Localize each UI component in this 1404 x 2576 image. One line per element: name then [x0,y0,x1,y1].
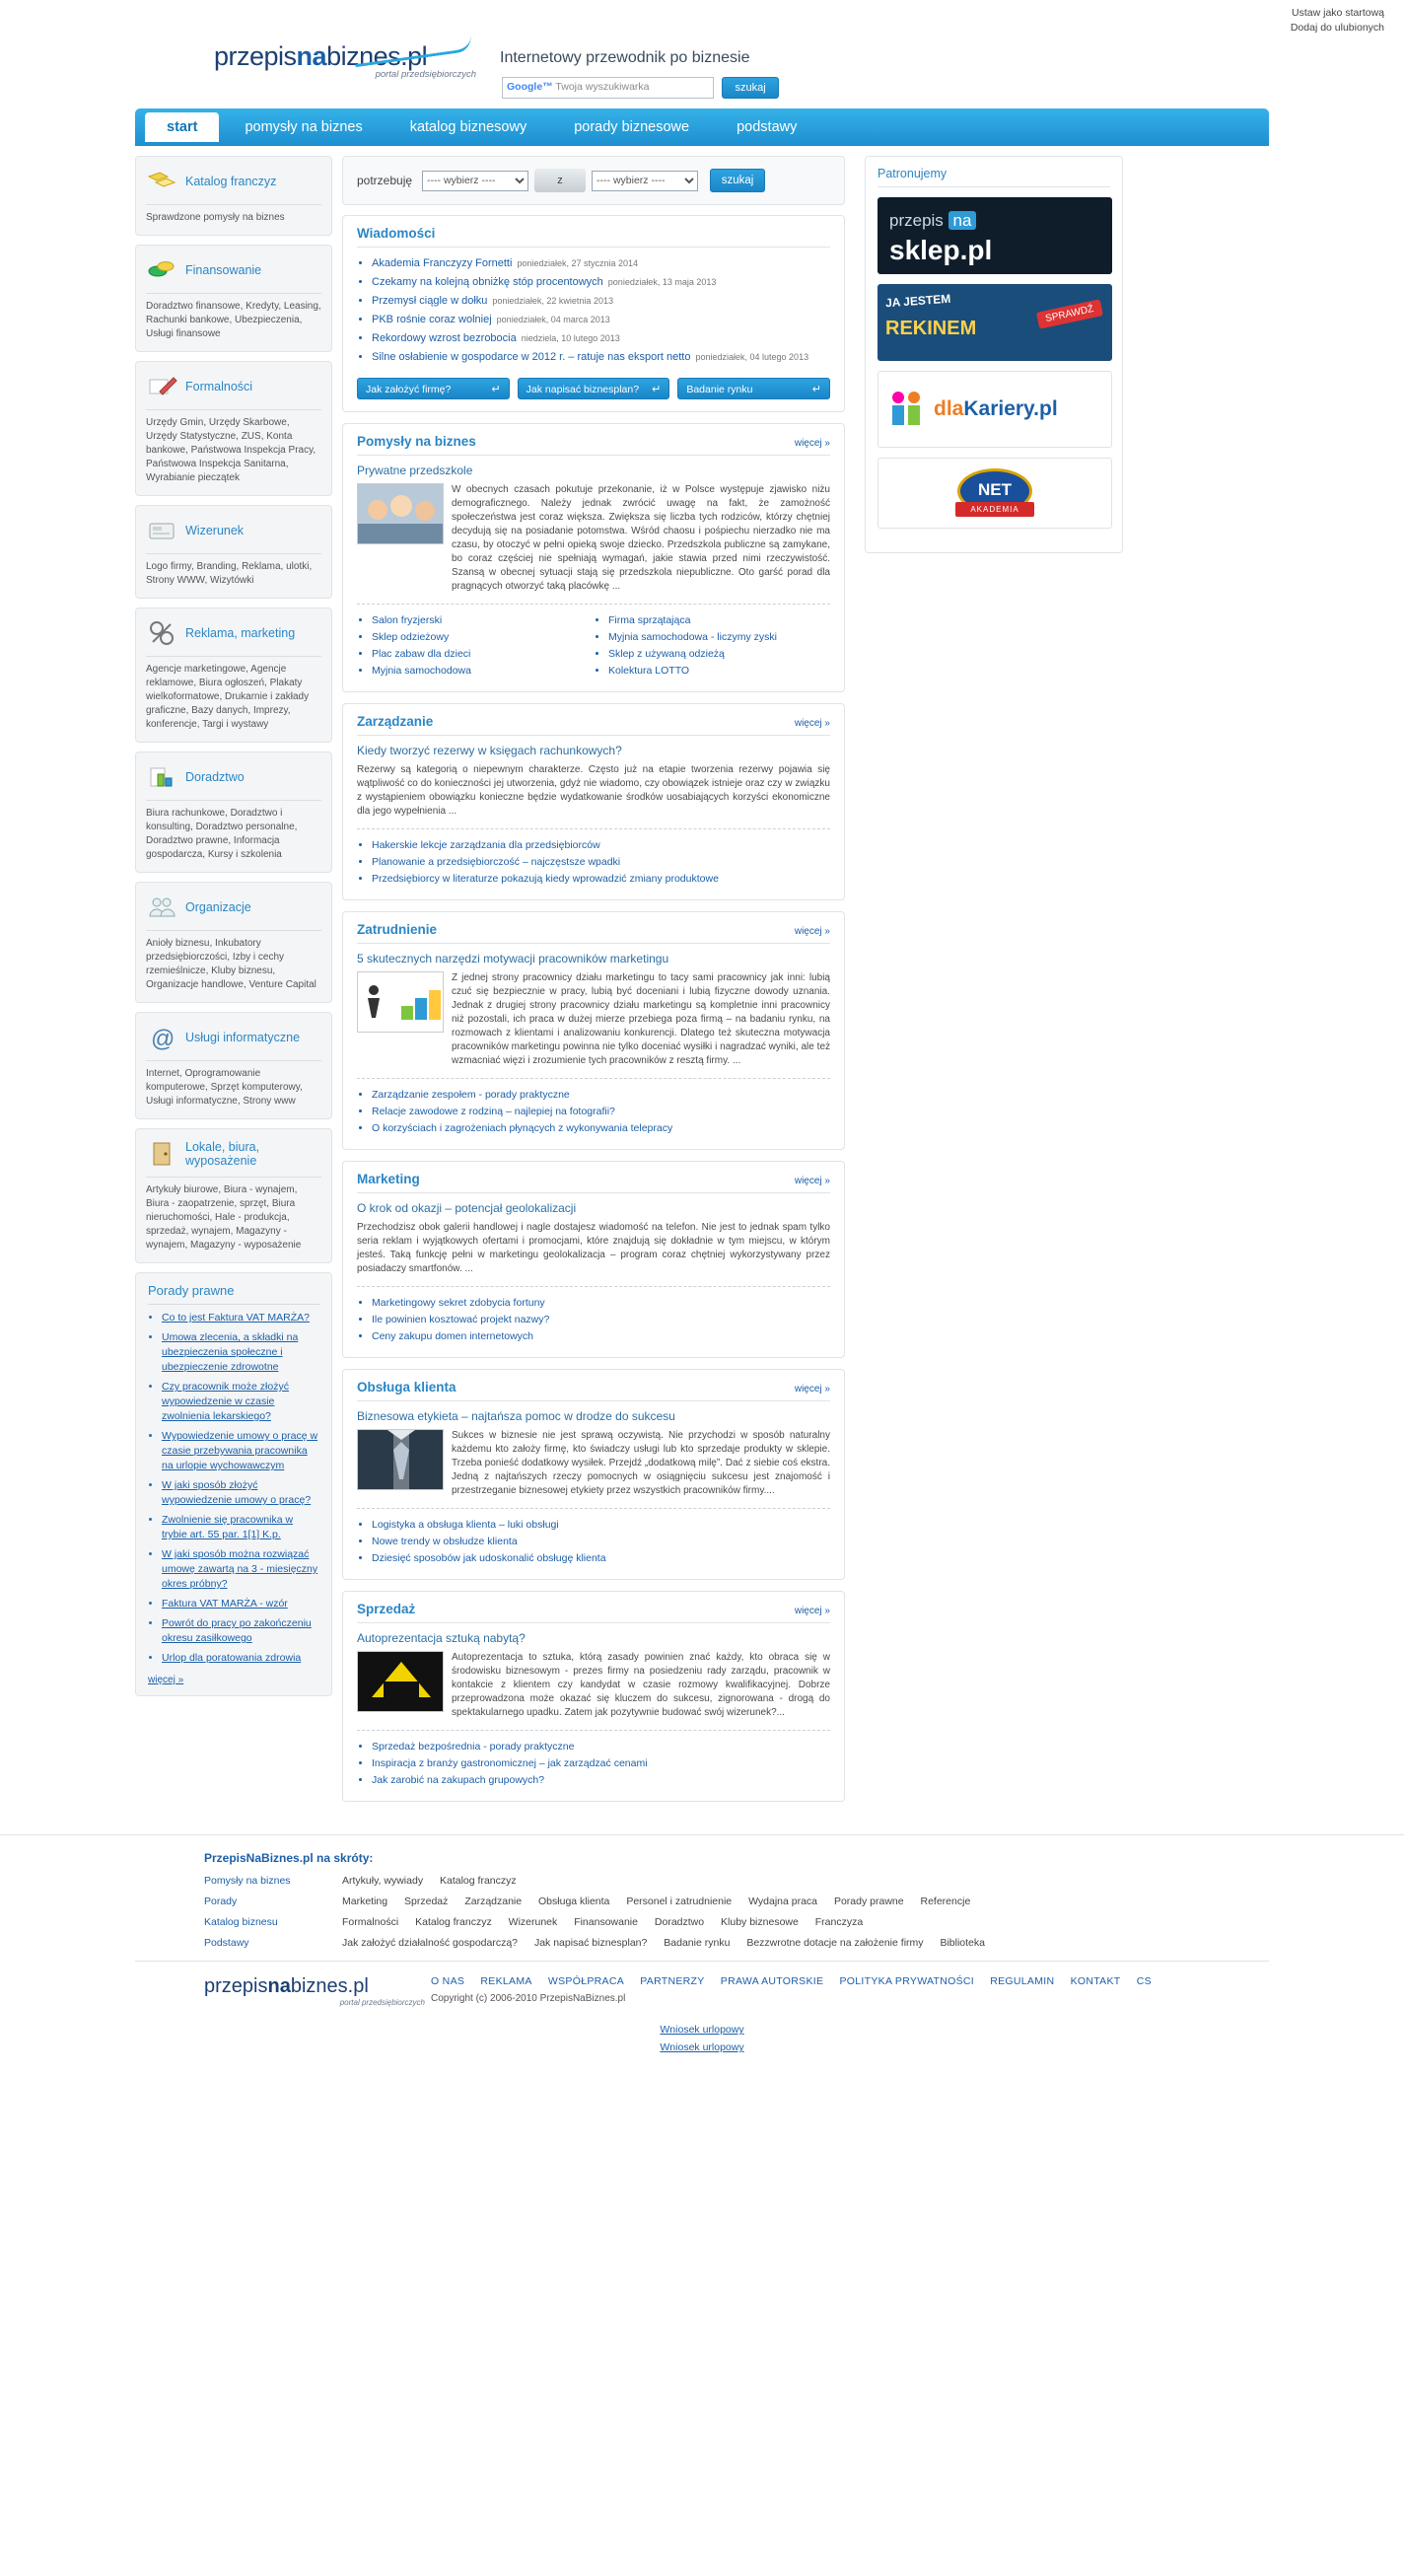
nav-item-pomysly[interactable]: pomysły na biznes [245,119,363,135]
door-icon [146,1139,179,1169]
sidebar-category-doradztwo[interactable] [135,751,332,873]
footer-link-kontakt[interactable]: KONTAKT [1070,1975,1121,1987]
section-more-link[interactable]: więcej » [794,926,830,937]
folders-icon [146,167,179,196]
section-more-link[interactable]: więcej » [794,1176,830,1186]
footer-links [342,1875,530,1887]
list-item[interactable]: • Sklep odzieżowy [372,629,594,646]
wniosek-urlopowy-link-2[interactable]: Wniosek urlopowy [660,2041,744,2053]
news-date: poniedziałek, 04 lutego 2013 [695,352,809,362]
section-zarzadzanie [342,703,845,900]
footer-link[interactable]: Finansowanie [574,1916,638,1928]
section-sprzedaz [342,1591,845,1802]
footer-link[interactable]: Biblioteka [940,1937,985,1949]
divider [146,409,321,410]
divider [146,553,321,554]
google-brand-label: Google™ [507,81,553,93]
arrow-icon: ↵ [811,384,822,395]
banner-net-akademia[interactable] [878,458,1112,529]
sidebar-category-desc: Internet, Oprogramowanie komputerowe, Sprzęt komputerowy, Usługi informatyczne, Strony www [146,1068,303,1107]
news-date: poniedziałek, 13 maja 2013 [607,277,717,287]
footer-row-podstawy [204,1937,1269,1949]
list-item[interactable]: • Dziesięć sposobów jak udoskonalić obsługę klienta [372,1550,830,1567]
main-navigation [135,108,1269,146]
divider [148,1304,319,1305]
news-date: poniedziałek, 04 marca 2013 [496,315,610,324]
need-search-button[interactable]: szukaj [710,169,765,192]
banner-dlakariery[interactable] [878,371,1112,448]
sidebar-category-formalnosci[interactable] [135,361,332,496]
banner-ribbon: AKADEMIA [955,502,1034,517]
section-title: Zarządzanie [357,714,434,729]
footer-link[interactable]: Obsługa klienta [538,1896,610,1907]
news-list [357,255,830,366]
advice-icon [146,762,179,792]
footer-link[interactable]: Jak napisać biznesplan? [533,1937,648,1949]
article-title[interactable]: Kiedy tworzyć rezerwy w księgach rachunkowych? [357,744,622,757]
list-item[interactable]: • W jaki sposób złożyć wypowiedzenie umowy o pracę? [162,1478,319,1508]
divider [146,293,321,294]
sidebar-category-uslugi-informatyczne[interactable] [135,1012,332,1119]
sidebar-category-reklama[interactable] [135,608,332,743]
section-links [357,1517,830,1567]
article-title[interactable]: Prywatne przedszkole [357,464,473,477]
list-item[interactable]: • Inspiracja z branży gastronomicznej – jak zarządzać cenami [372,1755,830,1772]
site-header [135,39,1269,101]
section-obsluga-klienta [342,1369,845,1580]
section-pomysly-na-biznes [342,423,845,692]
divider [357,1730,830,1731]
footer-logo[interactable] [204,1975,431,2007]
top-utility-bar [0,0,1404,39]
list-item[interactable]: • O korzyściach i zagrożeniach płynących z wykonywania telepracy [372,1120,830,1137]
list-item[interactable]: • Firma sprzątająca [608,612,830,629]
divider [357,1400,830,1401]
article-thumbnail-tie[interactable] [357,1429,444,1490]
pen-icon [146,372,179,401]
people-icon [146,893,179,922]
legal-advice-title: Porady prawne [148,1283,235,1298]
banner-stamp: SPRAWDŹ [1036,299,1103,328]
article-thumbnail-chart-people[interactable] [357,971,444,1033]
banner-rekiny-biznesu[interactable] [878,284,1112,361]
section-more-link[interactable]: więcej » [794,718,830,729]
footer-link[interactable]: Kluby biznesowe [721,1916,799,1928]
nav-item-katalog[interactable]: katalog biznesowy [409,119,527,135]
divider [357,1286,830,1287]
news-date: niedziela, 10 lutego 2013 [521,333,620,343]
divider [146,656,321,657]
footer-link[interactable]: Doradztwo [654,1916,705,1928]
quicklink-label: Badanie rynku [686,384,753,395]
links-left [357,612,594,680]
footer-link-regulamin[interactable]: REGULAMIN [990,1975,1055,1987]
sidebar-category-title: Finansowanie [185,263,262,277]
quicklink-badanie-rynku[interactable] [677,378,830,399]
divider [878,186,1110,187]
footer-logo-text [204,1975,431,1998]
nav-item-start[interactable]: start [145,112,219,142]
footer-category[interactable]: Katalog biznesu [204,1916,278,1928]
site-logo[interactable] [214,41,480,80]
footer-title: PrzepisNaBiznes.pl na skróty: [204,1851,374,1865]
list-item[interactable]: • Urlop dla poratowania zdrowia [162,1651,319,1666]
patrons-title: Patronujemy [878,167,948,180]
footer-logo-part-1: przepis [204,1975,268,1997]
footer-link[interactable]: Porady prawne [833,1896,904,1907]
divider [146,1177,321,1178]
arrow-icon: ↵ [491,384,501,395]
sidebar-category-katalog-franczyz[interactable] [135,156,332,236]
footer-category[interactable]: Podstawy [204,1937,249,1949]
people-icon [888,388,928,431]
divider [357,1508,830,1509]
list-item[interactable]: • Salon fryzjerski [372,612,594,629]
copyright-text: Copyright (c) 2006-2010 PrzepisNaBiznes.pl [431,1993,626,2004]
banner-line-2: sklep.pl [889,235,993,265]
sidebar-category-title: Organizacje [185,900,251,914]
news-item[interactable]: • Czekamy na kolejną obniżkę stóp procentowych poniedziałek, 13 maja 2013 [372,274,830,291]
list-item[interactable]: • Ile powinien kosztować projekt nazwy? [372,1312,830,1328]
site-footer [135,1835,1269,2086]
sidebar-category-desc: Logo firmy, Branding, Reklama, ulotki, Strony WWW, Wizytówki [146,561,313,586]
sidebar-category-desc: Urzędy Gmin, Urzędy Skarbowe, Urzędy Statystyczne, ZUS, Konta bankowe, Państwowa Inspekcja Pracy, Państwowa Inspekcja Sanitarna, Wyrabianie pieczątek [146,417,316,483]
banner-text: dlaKariery.pl [934,397,1058,420]
footer-links [342,1896,984,1907]
list-item[interactable]: • Przedsiębiorcy w literaturze pokazują kiedy wprowadzić zmiany produktowe [372,871,830,888]
logo-part-1: przepis [214,41,297,71]
footer-links [342,1916,877,1928]
section-more-link[interactable]: więcej » [794,1384,830,1395]
list-item[interactable]: • Zarządzanie zespołem - porady praktyczne [372,1087,830,1104]
article-excerpt: Rezerwy są kategorią o niepewnym charakterze. Często już na etapie tworzenia rezerwy pojawia się wątpliwość co do konieczności jej utworzenia, gdyż nie wiadomo, czy obowiązek istnieje oraz czy w związku z wystąpieniem obowiązku konieczne będzie wydatkowanie środków uosabiających korzyści ekonomiczne dla jego wypełnienia ... [357,764,830,817]
divider [357,828,830,829]
from-label: z [534,169,586,192]
divider [357,1192,830,1193]
nav-item-podstawy[interactable]: podstawy [737,119,798,135]
list-item[interactable]: • Sprzedaż bezpośrednia - porady praktyczne [372,1739,830,1755]
article-title[interactable]: Autoprezentacja sztuką nabytą? [357,1631,526,1645]
footer-link[interactable]: Referencje [920,1896,971,1907]
footer-link-wspolpraca[interactable]: WSPÓŁPRACA [547,1975,625,1987]
need-location-select[interactable] [592,171,698,191]
divider [357,1078,830,1079]
search-placeholder: Twoja wyszukiwarka [555,81,650,93]
section-marketing [342,1161,845,1358]
sidebar-category-title: Katalog franczyz [185,175,277,188]
need-search-panel [342,156,845,205]
section-links [357,1087,830,1137]
page-content [135,156,1269,1813]
footer-logo-part-2: na [267,1975,291,1997]
list-item[interactable]: • Logistyka a obsługa klienta – luki obsługi [372,1517,830,1534]
sidebar-category-organizacje[interactable] [135,882,332,1003]
google-search-form [502,77,779,99]
svg-text:@: @ [151,1026,176,1052]
sidebar-category-desc: Biura rachunkowe, Doradztwo i konsulting, Doradztwo personalne, Doradztwo prawne, Informacja gospodarcza, Kursy i szkolenia [146,808,298,860]
section-links [357,1739,830,1789]
set-as-homepage-link[interactable]: Ustaw jako startową [1292,7,1384,19]
section-more-link[interactable]: więcej » [794,438,830,449]
nav-item-porady[interactable]: porady biznesowe [574,119,690,135]
list-item[interactable]: • Sklep z używaną odzieżą [608,646,830,663]
site-tagline: Internetowy przewodnik po biznesie [500,49,750,66]
news-date: poniedziałek, 22 kwietnia 2013 [492,296,613,306]
divider [357,455,830,456]
footer-link[interactable]: Bezzwrotne dotacje na założenie firmy [746,1937,924,1949]
banner-line-1: JA JESTEM [884,291,951,311]
section-zatrudnienie [342,911,845,1150]
news-item[interactable]: • Przemysł ciągle w dołku poniedziałek, 22 kwietnia 2013 [372,293,830,310]
section-more-link[interactable]: więcej » [794,1606,830,1616]
divider [357,604,830,605]
left-sidebar [135,156,332,1706]
divider [357,1622,830,1623]
sidebar-category-title: Usługi informatyczne [185,1031,301,1044]
banner-przepis-na-sklep[interactable] [878,197,1112,274]
news-item[interactable]: • Rekordowy wzrost bezrobocia niedziela, 10 lutego 2013 [372,330,830,347]
article-title[interactable]: Biznesowa etykieta – najtańsza pomoc w drodze do sukcesu [357,1409,675,1423]
news-title: Wiadomości [357,226,436,241]
list-item[interactable]: • Hakerskie lekcje zarządzania dla przedsiębiorców [372,837,830,854]
legal-advice-list [148,1311,319,1666]
divider [357,943,830,944]
list-item[interactable]: • Planowanie a przedsiębiorczość – najczęstsze wpadki [372,854,830,871]
footer-row-katalog [204,1916,1269,1928]
footer-category[interactable]: Pomysły na biznes [204,1875,291,1887]
footer-link[interactable]: Franczyza [814,1916,864,1928]
banner-text: NET [978,480,1012,499]
banner-word-na: na [948,211,977,230]
footer-link[interactable]: Katalog franczyz [415,1916,492,1928]
sidebar-category-desc: Artykuły biurowe, Biura - wynajem, Biura - zaopatrzenie, sprzęt, Biura nieruchomości, Hale - produkcja, sprzedaż, wynajem, Magazyny - wynajem, Magazyny - wyposażenie [146,1184,302,1251]
article-excerpt: Przechodzisz obok galerii handlowej i nagle dostajesz wiadomość na telefon. Nie jest to jednak spam tylko seria reklam i wyjątkowych ofertami i promocjami, które znajdują się dokładnie w tym miejscu, w którym jesteś. Taką funkcję pełni w marketingu geolokalizacja – program coraz chętniej wykorzystywany przez posiadaczy smartfonów. ... [357,1222,830,1274]
article-thumbnail-yellow[interactable] [357,1651,444,1712]
logo-subtitle: portal przedsiębiorczych [375,69,476,80]
news-item[interactable]: • Silne osłabienie w gospodarce w 2012 r. – ratuje nas eksport netto poniedziałek, 04 lutego 2013 [372,349,830,366]
card-icon [146,516,179,545]
list-item[interactable]: • Myjnia samochodowa - liczymy zyski [608,629,830,646]
divider [146,800,321,801]
footer-link[interactable]: Formalności [342,1916,399,1928]
list-item[interactable]: • Kolektura LOTTO [608,663,830,680]
main-column [342,156,845,1813]
list-item[interactable]: • Powrót do pracy po zakończeniu okresu zasiłkowego [162,1616,319,1646]
footer-link[interactable]: Wizerunek [508,1916,558,1928]
news-item[interactable]: • Akademia Franczyzy Fornetti poniedziałek, 27 stycznia 2014 [372,255,830,272]
footer-link-prawa-autorskie[interactable]: PRAWA AUTORSKIE [720,1975,824,1987]
wniosek-urlopowy-link-1[interactable]: Wniosek urlopowy [660,2024,744,2036]
footer-wrapper [0,1834,1404,2086]
footer-link[interactable]: Badanie rynku [664,1937,731,1949]
footer-link[interactable]: Zarządzanie [464,1896,523,1907]
logo-part-3: biznes.pl [326,41,428,71]
footer-extra-links [135,2007,1269,2076]
need-label: potrzebuję [357,174,413,187]
list-item[interactable]: • Faktura VAT MARŻA - wzór [162,1597,319,1611]
footer-logo-part-3: biznes.pl [290,1975,369,1997]
footer-link-reklama[interactable]: REKLAMA [480,1975,532,1987]
footer-row-porady [204,1896,1269,1907]
footer-link[interactable]: Jak założyć działalność gospodarczą? [342,1937,519,1949]
article-thumbnail-kids[interactable] [357,483,444,544]
divider [357,735,830,736]
footer-category[interactable]: Porady [204,1896,238,1907]
legal-advice-box [135,1272,332,1696]
links-right [594,612,830,680]
coins-icon [146,255,179,285]
logo-part-2: na [296,41,327,71]
add-to-favourites-link[interactable]: Dodaj do ulubionych [1290,22,1384,34]
divider [146,930,321,931]
sidebar-category-desc: Doradztwo finansowe, Kredyty, Leasing, Rachunki bankowe, Ubezpieczenia, Usługi finansowe [146,301,321,339]
right-sidebar [865,156,1123,553]
footer-link[interactable]: Wydajna praca [748,1896,818,1907]
patrons-box [865,156,1123,553]
list-item[interactable]: • W jaki sposób można rozwiązać umowę zawartą na 3 - miesięczny okres próbny? [162,1547,319,1592]
list-item[interactable]: • Umowa zlecenia, a składki na ubezpieczenia społeczne i ubezpieczenie zdrowotne [162,1330,319,1375]
sidebar-category-title: Wizerunek [185,524,245,537]
section-title: Zatrudnienie [357,922,438,937]
news-section [342,215,845,412]
section-links [357,837,830,888]
footer-link-o-nas[interactable]: O NAS [431,1975,465,1987]
news-quicklinks [357,378,830,399]
list-item[interactable]: • Relacje zawodowe z rodziną – najlepiej na fotografii? [372,1104,830,1120]
section-title: Obsługa klienta [357,1380,456,1395]
list-item[interactable]: • Czy pracownik może złożyć wypowiedzenie w czasie zwolnienia lekarskiego? [162,1380,319,1424]
quicklink-label: Jak napisać biznesplan? [526,384,640,395]
banner-line-1 [889,211,976,231]
section-title: Sprzedaż [357,1602,416,1616]
section-title: Marketing [357,1172,420,1186]
section-links [357,1295,830,1345]
divider [146,1060,321,1061]
footer-meta [431,1975,1164,2004]
list-item[interactable]: • Myjnia samochodowa [372,663,594,680]
article-excerpt: Sukces w biznesie nie jest sprawą oczywistą. Nie przychodzi w sposób naturalny każdemu kto założy firmę, kto świadczy usługi lub kto sprzedaje produkty w sklepie. Trzeba ponieść dodatkowy wysiłek. Przejdź „dodatkową milę”. Dać z siebie coś ekstra. Jedną z najtańszych rzeczy pomocnych w osiągnięciu sukcesu jest znajomość i przestrzeganie biznesowej etykiety przez wszystkich pracowników firmy.... [452,1430,830,1496]
legal-advice-more-link[interactable]: więcej » [148,1675,184,1685]
footer-link-polityka-prywatnosci[interactable]: POLITYKA PRYWATNOŚCI [839,1975,975,1987]
list-item[interactable]: • Plac zabaw dla dzieci [372,646,594,663]
sidebar-category-title: Reklama, marketing [185,626,296,640]
banner-word-przepis: przepis [889,211,944,230]
section-links [357,612,830,680]
sidebar-category-desc: Sprawdzone pomysły na biznes [146,212,285,223]
sidebar-category-desc: Anioły biznesu, Inkubatory przedsiębiorczości, Izby i cechy rzemieślnicze, Kluby biznesu, Organizacje handlowe, Venture Capital [146,938,316,990]
sidebar-category-title: Lokale, biura, wyposażenie [185,1140,260,1168]
list-item[interactable]: • Ceny zakupu domen internetowych [372,1328,830,1345]
footer-link[interactable]: Sprzedaż [404,1896,449,1907]
footer-row-pomysly [204,1875,1269,1887]
search-button[interactable]: szukaj [722,77,779,99]
sidebar-category-title: Formalności [185,380,253,394]
sidebar-category-wizerunek[interactable] [135,505,332,599]
article-excerpt: Autoprezentacja to sztuka, którą zasady powinien znać każdy, kto obraca się w środowisku biznesowym - prezes firmy na posiedzeniu rady zarządu, pracownik w kontakcie z klientem czy kandydat w czasie rozmowy kwalifikacyjnej. Dobrze przeprowadzona może okazać się kluczem do sukcesu, zignorowana - drogą do spektakularnego upadku. Zatem jak pozytywnie budować swój wizerunek?... [452,1652,830,1718]
quicklink-jak-napisac-biznesplan[interactable] [518,378,670,399]
footer-meta-links [431,1975,1164,1987]
divider [357,247,830,248]
list-item[interactable]: • Marketingowy sekret zdobycia fortuny [372,1295,830,1312]
list-item[interactable]: • Nowe trendy w obsłudze klienta [372,1534,830,1550]
list-item[interactable]: • Co to jest Faktura VAT MARŻA? [162,1311,319,1325]
sidebar-category-title: Doradztwo [185,770,245,784]
footer-link[interactable]: Katalog franczyz [440,1875,517,1887]
article-title[interactable]: 5 skutecznych narzędzi motywacji pracowników marketingu [357,952,669,966]
utility-links [1291,6,1384,36]
need-category-select[interactable] [422,171,528,191]
sidebar-category-finansowanie[interactable] [135,245,332,352]
section-title: Pomysły na biznes [357,434,476,449]
list-item[interactable]: • Wypowiedzenie umowy o pracę w czasie przebywania pracownika na urlopie wychowawczym [162,1429,319,1473]
divider [146,204,321,205]
footer-bottom-bar [135,1961,1269,2007]
search-input[interactable] [502,77,714,99]
footer-link[interactable]: Artykuły, wywiady [342,1875,424,1887]
list-item[interactable]: • Jak zarobić na zakupach grupowych? [372,1772,830,1789]
footer-links [342,1937,999,1949]
news-item[interactable]: • PKB rośnie coraz wolniej poniedziałek, 04 marca 2013 [372,312,830,328]
arrow-icon: ↵ [652,384,662,395]
article-title[interactable]: O krok od okazji – potencjał geolokalizacji [357,1201,577,1215]
footer-link-cs[interactable]: CS [1136,1975,1152,1987]
article-excerpt: W obecnych czasach pokutuje przekonanie, iż w Polsce występuje zjawisko niżu demograficznego. Należy jednak zwrócić uwagę na fakt, że zamożność społeczeństwa jest coraz większa. Zwiększa się liczba tych rodziców, którzy chętniej decydują się na posiadanie potomstwa. Wśród chaosu i pośpiechu nierzadko nie ma czasu, by otoczyć w pełni opieką swoje dziecko. Przedszkola publiczne są zamykane, bo coraz częściej nie spełniają wymagań, jakie stawia przed nimi rzeczywistość. Szansą w obecnej sytuacji stają się przedszkola niepubliczne. Oto garść porad dla pragnących otworzyć taką placówkę ... [452,484,830,592]
news-date: poniedziałek, 27 stycznia 2014 [517,258,639,268]
at-icon [146,1023,179,1052]
footer-link[interactable]: Marketing [342,1896,388,1907]
quicklink-label: Jak założyć firmę? [366,384,452,395]
chart-icon [146,618,179,648]
article-excerpt: Z jednej strony pracownicy działu marketingu to tacy sami pracownicy jak inni: lubią czuć się bezpiecznie w pracy, lubią być doceniani i lubią fizyczne dowody uznania. Jednak z drugiej strony pracownicy działu marketingu są kompletnie inni pracownicy niż pozostali, ich praca w dużej mierze przebiega poza firmą – na badaniu rynku, na rozmowach z klientami i analizowaniu konkurencji. Dlatego też skuteczna motywacja pracowników marketingu powinna nie tylko doceniać wysiłki i nagradzać wyniki, ale też wzmacniać więzi i zrozumienie tych pracowników z resztą firmy. ... [452,972,830,1066]
sidebar-category-lokale[interactable] [135,1128,332,1263]
footer-link-partnerzy[interactable]: PARTNERZY [640,1975,705,1987]
footer-logo-subtitle: portal przedsiębiorczych [339,1998,425,2007]
list-item[interactable]: • Zwolnienie się pracownika w trybie art. 55 par. 1[1] K.p. [162,1513,319,1542]
footer-link[interactable]: Personel i zatrudnienie [626,1896,733,1907]
quicklink-jak-zalozyc-firme[interactable] [357,378,510,399]
banner-line-2: REKINEM [885,318,977,339]
sidebar-category-desc: Agencje marketingowe, Agencje reklamowe, Biura ogłoszeń, Plakaty wielkoformatowe, Drukarnie i zakłady graficzne, Bazy danych, Imprezy, konferencje, Targi i wystawy [146,664,310,730]
